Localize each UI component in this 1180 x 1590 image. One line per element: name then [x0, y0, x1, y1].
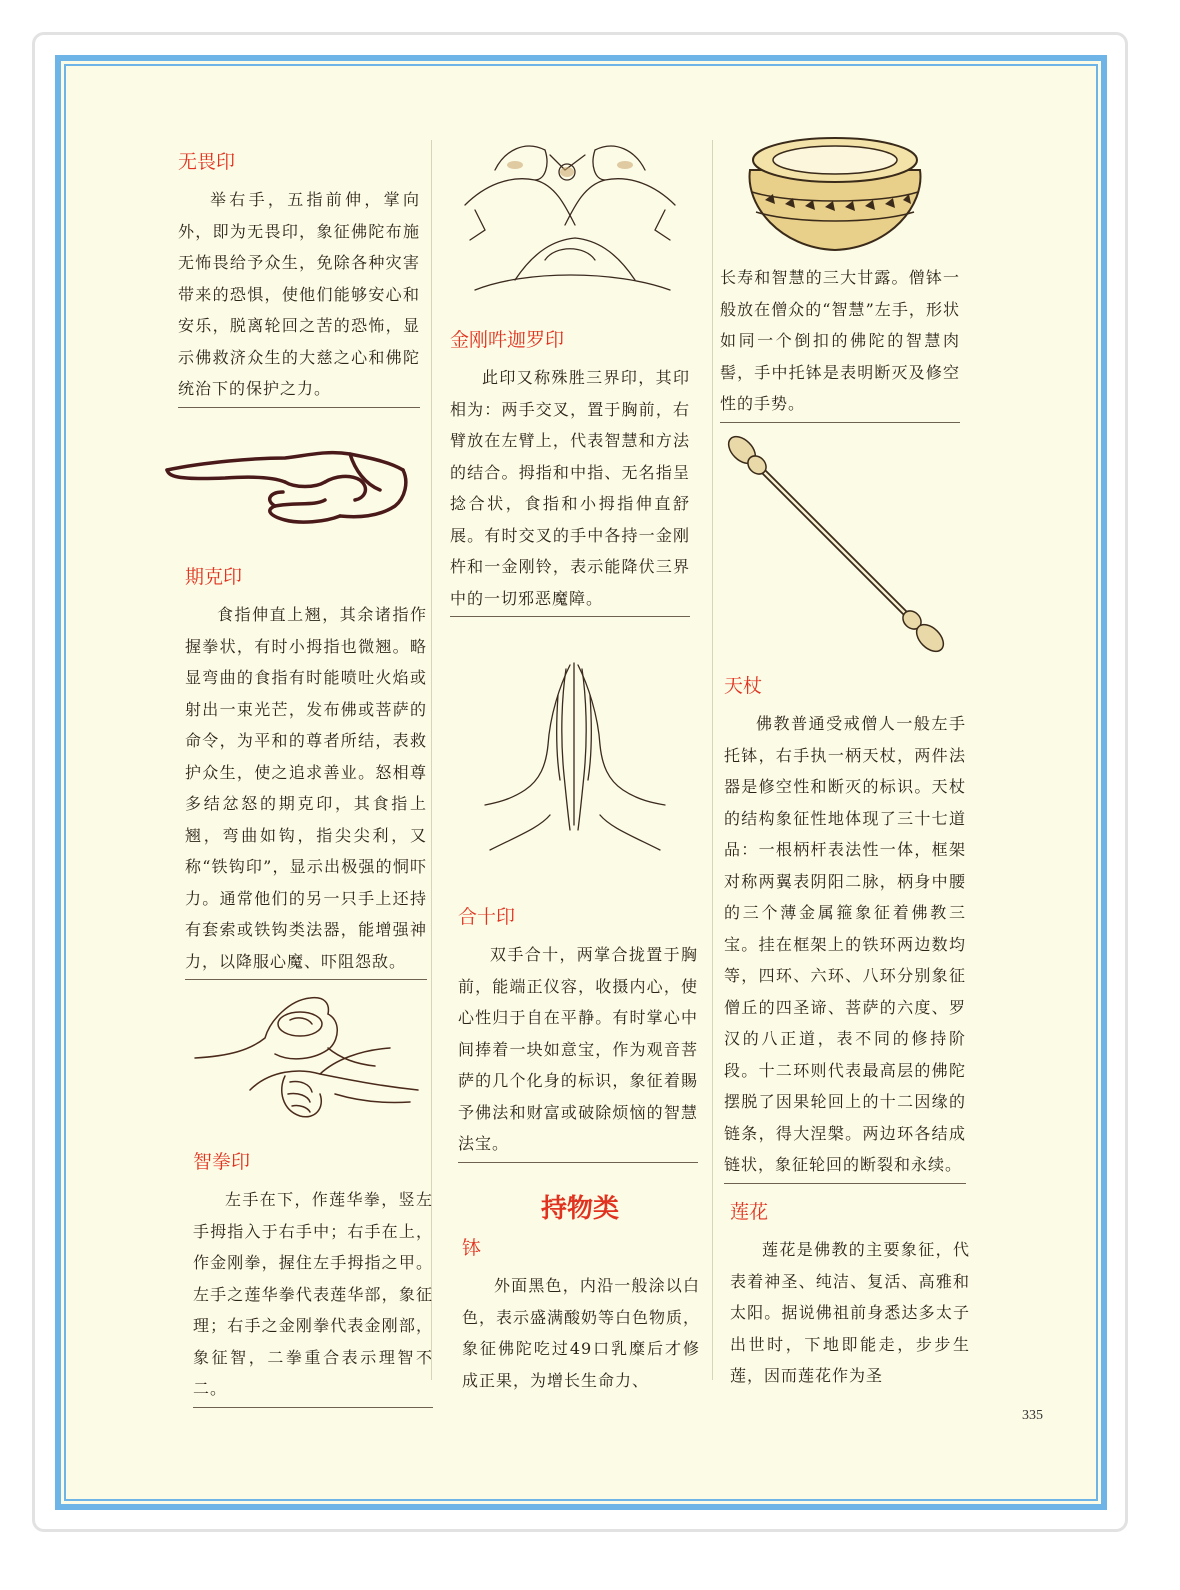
page-number: 335: [1022, 1408, 1043, 1423]
section-heading: 智拳印: [193, 1151, 251, 1173]
section-text-continued: 长寿和智慧的三大甘露。僧钵一般放在僧众的“智慧”左手，形状如同一个倒扣的佛陀的智慧肉髻，手中托钵是表明断灭及修空性的手势。: [720, 268, 960, 413]
illustration-praying-hands: [480, 655, 670, 855]
section-rule: [193, 1407, 433, 1408]
section-bo: [462, 1236, 700, 1396]
illustration-crossed-hands: [455, 130, 685, 295]
section-tianzhang: [724, 674, 966, 1184]
alms-bowl-icon: [740, 130, 930, 255]
section-bo-continued: [720, 262, 960, 423]
section-heading: 期克印: [185, 566, 243, 588]
section-rule: [178, 407, 420, 408]
praying-hands-icon: [480, 655, 670, 855]
section-heading: 无畏印: [178, 151, 236, 173]
section-text: 莲花是佛教的主要象征，代表着神圣、纯洁、复活、高雅和太阳。据说佛祖前身悉达多太子出世时，下地即能走，步步生莲，因而莲花作为圣: [730, 1240, 970, 1385]
section-text: 外面黑色，内沿一般涂以白色，表示盛满酸奶等白色物质，象征佛陀吃过49口乳糜后才修成正果，为增长生命力、: [462, 1276, 701, 1390]
section-rule: [450, 616, 690, 617]
section-lianhua: [730, 1200, 970, 1392]
section-text: 双手合十，两掌合拢置于胸前，能端正仪容，收摄内心，使心性归于自在平静。有时掌心中间捧着一块如意宝，作为观音菩萨的几个化身的标识，象征着賜予佛法和财富或破除烦恼的智慧法宝。: [458, 945, 698, 1153]
illustration-alms-bowl: [740, 130, 930, 255]
section-heading: 莲花: [730, 1201, 769, 1223]
section-heshi: [458, 905, 698, 1163]
illustration-pointing-hand: [165, 440, 410, 530]
section-rule: [458, 1162, 698, 1163]
section-text: 食指伸直上翘，其余诸指作握拳状，有时小拇指也微翘。略显弯曲的食指有时能喷吐火焰或射出一束光芒，发布佛或菩萨的命令，为平和的尊者所结，表救护众生，使之追求善业。怒相尊多结忿怒的期克印，其食指上翘，弯曲如钩，指尖尖利，又称“铁钩印”，显示出极强的恫吓力。通常他们的另一只手上还持有套索或铁钩类法器，能增强神力，以降服心魔、吓阻怨敌。: [185, 605, 427, 971]
illustration-staff: [722, 430, 952, 660]
category-title: 持物类: [540, 1194, 619, 1224]
section-text: 佛教普通受戒僧人一般左手托钵，右手执一柄天杖，两件法器是修空性和断灭的标识。天杖的结构象征性地体现了三十七道品：一根柄杆表法性一体，框架对称两翼表阴阳二脉，柄身中腰的三个薄金属箍象征着佛教三宝。挂在框架上的铁环两边数均等，四环、六环、八环分别象征僧丘的四圣谛、菩萨的六度、罗汉的八正道，表不同的修持阶段。十二环则代表最高层的佛陀摆脱了因果轮回上的十二因缘的链条，得大涅槃。两边环各结成链状，象征轮回的断裂和永续。: [724, 714, 966, 1174]
section-rule: [185, 979, 427, 980]
section-jingang: [450, 328, 690, 617]
column-divider: [712, 140, 713, 1380]
section-heading: 钵: [462, 1237, 482, 1259]
section-text: 左手在下，作莲华拳，竖左手拇指入于右手中；右手在上，作金刚拳，握住左手拇指之甲。左手之莲华拳代表莲华部，象征理；右手之金刚拳代表金刚部，象征智，二拳重合表示理智不二。: [193, 1190, 433, 1398]
wisdom-fist-icon: [190, 990, 420, 1140]
section-qike: [185, 565, 427, 980]
section-heading: 金刚吽迦罗印: [450, 329, 565, 351]
pointing-hand-icon: [165, 440, 410, 530]
illustration-wisdom-fist: [190, 990, 420, 1140]
section-heading: 天杖: [724, 675, 763, 697]
section-zhiquan: [193, 1150, 433, 1408]
section-rule: [720, 422, 960, 423]
section-rule: [724, 1183, 966, 1184]
section-heading: 合十印: [458, 906, 516, 928]
crossed-hands-vajra-icon: [455, 130, 685, 295]
section-text: 此印又称殊胜三界印，其印相为：两手交叉，置于胸前，右臂放在左臂上，代表智慧和方法的结合。拇指和中指、无名指呈捻合状，食指和小拇指伸直舒展。有时交叉的手中各持一金刚杵和一金刚铃，表示能降伏三界中的一切邪恶魔障。: [450, 368, 690, 608]
staff-icon: [722, 430, 952, 660]
section-text: 举右手，五指前伸，掌向外，即为无畏印，象征佛陀布施无怖畏给予众生，免除各种灾害带来的恐惧，使他们能够安心和安乐，脱离轮回之苦的恐怖，显示佛救济众生的大慈之心和佛陀统治下的保护之力。: [178, 190, 420, 398]
section-wuwei: [178, 150, 420, 408]
